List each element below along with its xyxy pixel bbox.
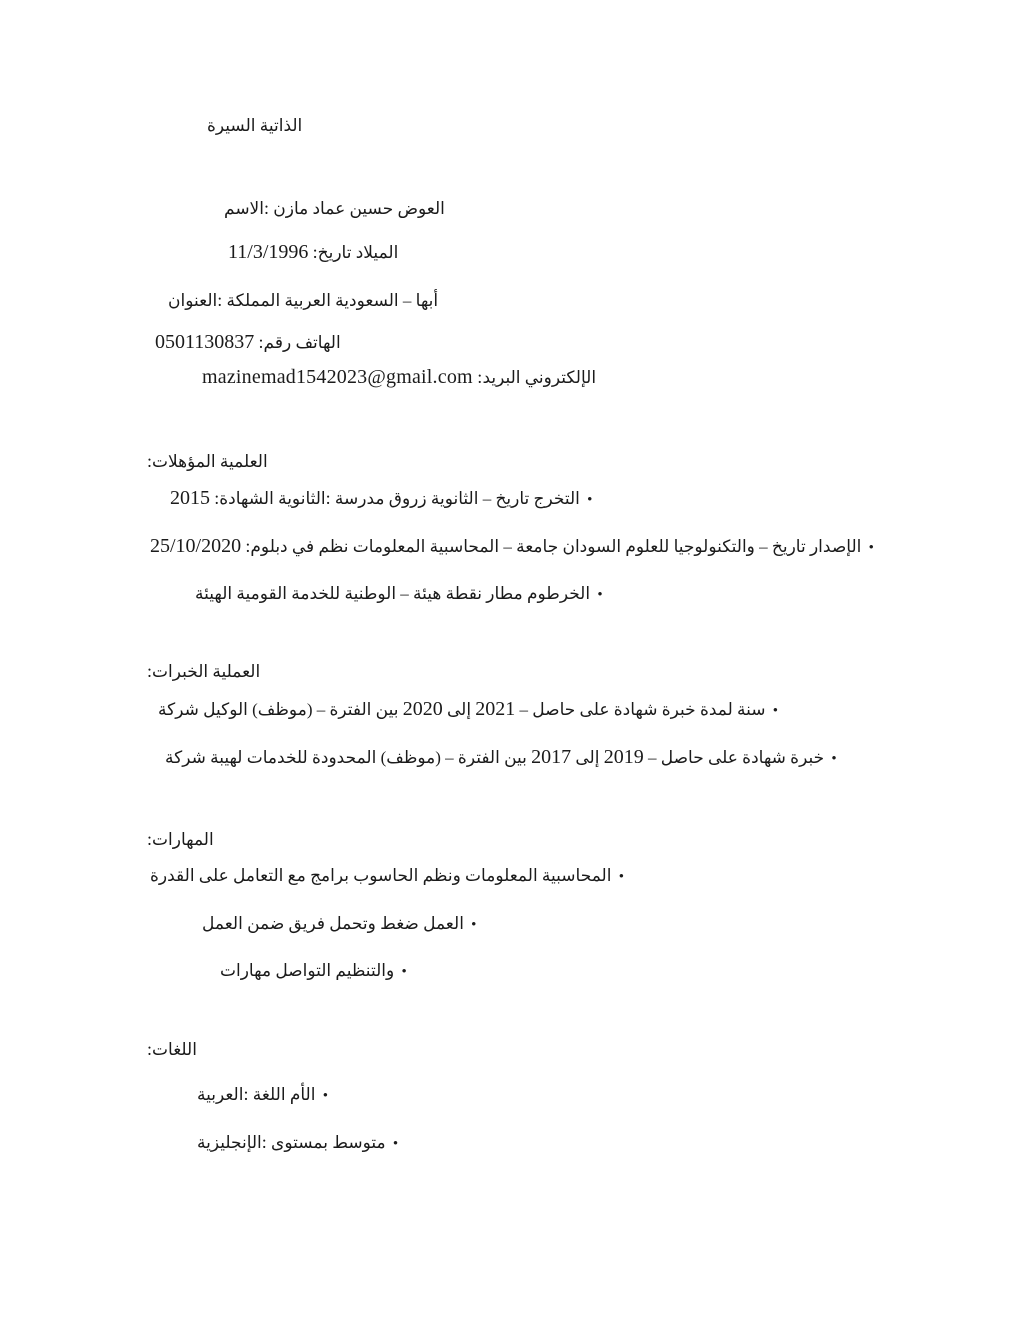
email-line: mazinemad1542023@gmail.com :البريد الإلكتروني — [202, 366, 597, 388]
bullet-icon: • — [618, 869, 624, 885]
qualification-item: 25/10/2020 :دبلوم في نظم المعلومات المحاسبية – جامعة السودان للعلوم والتكنولوجيا – تاريخ الإصدار • — [150, 535, 874, 557]
bullet-icon: • — [322, 1088, 328, 1104]
language-item: العربية: اللغة الأم • — [197, 1084, 328, 1104]
line-value: 2015 — [170, 487, 210, 509]
bullet-icon: • — [471, 917, 477, 933]
bullet-icon: • — [831, 751, 837, 767]
name-line: الاسم: مازن عماد حسين العوض — [224, 198, 445, 218]
skill-item: العمل ضمن فريق وتحمل ضغط العمل • — [202, 914, 477, 933]
address-line: العنوان: المملكة العربية السعودية – أبها — [168, 290, 439, 310]
bullet-icon: • — [772, 703, 779, 719]
bullet-icon: • — [587, 492, 593, 508]
qualification-item: الهيئة القومية للخدمة الوطنية – هيئة نقطة مطار الخرطوم • — [195, 584, 603, 603]
line-value: 11/3/1996 — [228, 241, 309, 263]
bullet-icon: • — [597, 587, 603, 603]
section-heading-languages: :اللغات — [147, 1039, 197, 1059]
skill-item: القدرة على التعامل مع برامج الحاسوب ونظم المعلومات المحاسبية • — [150, 866, 624, 885]
line-value: 0501130837 — [155, 331, 255, 353]
bullet-icon: • — [868, 540, 874, 556]
section-heading-experience: :الخبرات العملية — [147, 661, 261, 681]
bullet-icon: • — [392, 1136, 399, 1152]
birthdate-line: 11/3/1996 :تاريخ الميلاد — [228, 241, 399, 263]
experience-item: شركة الوكيل (موظف) – الفترة بين 2020 إلى 2021 – حاصل على شهادة خبرة لمدة سنة • — [158, 698, 779, 720]
bullet-icon: • — [401, 964, 407, 980]
doc-title: السيرة الذاتية — [207, 116, 303, 135]
experience-item: شركة لهيبة للخدمات المحدودة (موظف) – الفترة بين 2017 إلى 2019 – حاصل على شهادة خبرة • — [165, 746, 837, 768]
section-heading-qualifications: :المؤهلات العلمية — [147, 451, 268, 471]
section-heading-skills: :المهارات — [147, 829, 214, 849]
phone-line: 0501130837 :رقم الهاتف — [155, 331, 341, 353]
line-value: mazinemad1542023@gmail.com — [202, 366, 473, 388]
qualification-item: 2015 :الشهادة الثانوية: مدرسة زروق الثانوية – تاريخ التخرج • — [170, 487, 593, 509]
line-value: 25/10/2020 — [150, 535, 242, 557]
skill-item: مهارات التواصل والتنظيم • — [220, 961, 407, 980]
language-item: الإنجليزية: بمستوى متوسط • — [197, 1132, 399, 1152]
